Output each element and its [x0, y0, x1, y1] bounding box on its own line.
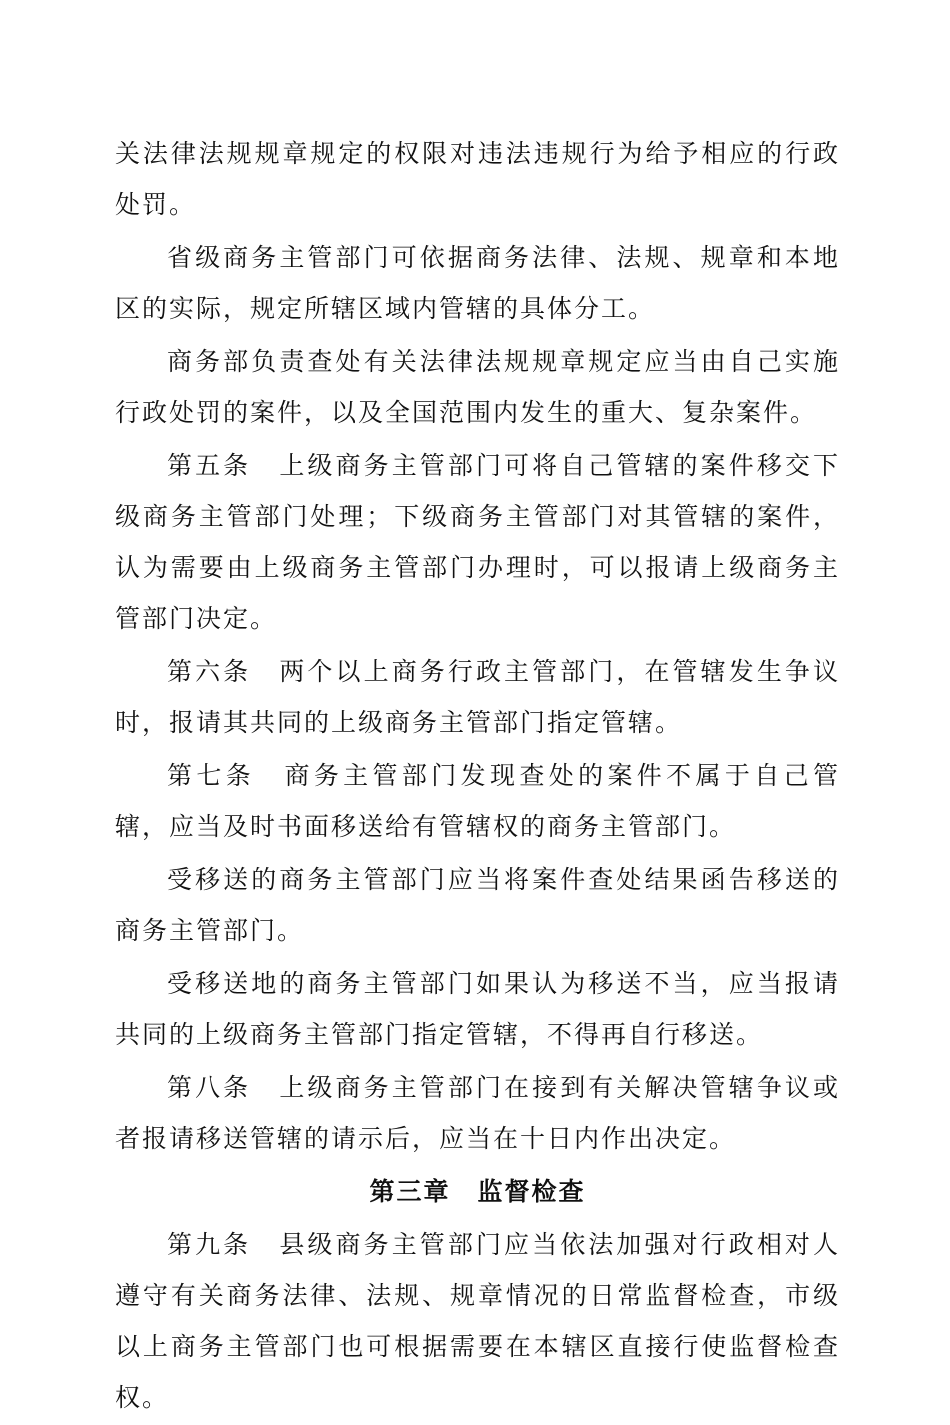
article-5: 第五条 上级商务主管部门可将自己管辖的案件移交下级商务主管部门处理；下级商务主管部门对其管辖的案件，认为需要由上级商务主管部门办理时，可以报请上级商务主管部门决定。 [115, 451, 840, 633]
article-9: 第九条 县级商务主管部门应当依法加强对行政相对人遵守有关商务法律、法规、规章情况的日常监督检查，市级以上商务主管部门也可根据需要在本辖区直接行使监督检查权。 [115, 1230, 840, 1412]
paragraph-ministry-cases: 商务部负责查处有关法律法规规章规定应当由自己实施行政处罚的案件，以及全国范围内发生的重大、复杂案件。 [115, 347, 840, 427]
article-6: 第六条 两个以上商务行政主管部门，在管辖发生争议时，报请其共同的上级商务主管部门指定管辖。 [115, 657, 840, 737]
article-7: 第七条 商务主管部门发现查处的案件不属于自己管辖，应当及时书面移送给有管辖权的商务主管部门。 [115, 761, 840, 841]
chapter-title: 第三章 监督检查 [369, 1177, 586, 1206]
paragraph-provincial-division: 省级商务主管部门可依据商务法律、法规、规章和本地区的实际，规定所辖区域内管辖的具体分工。 [115, 243, 840, 323]
paragraph-transfer-result: 受移送的商务主管部门应当将案件查处结果函告移送的商务主管部门。 [115, 865, 840, 945]
document-body [115, 128, 840, 1425]
article-8: 第八条 上级商务主管部门在接到有关解决管辖争议或者报请移送管辖的请示后，应当在十日内作出决定。 [115, 1073, 840, 1153]
paragraph-continuation: 关法律法规规章规定的权限对违法违规行为给予相应的行政处罚。 [115, 139, 840, 219]
paragraph-transfer-dispute: 受移送地的商务主管部门如果认为移送不当，应当报请共同的上级商务主管部门指定管辖，不得再自行移送。 [115, 969, 840, 1049]
